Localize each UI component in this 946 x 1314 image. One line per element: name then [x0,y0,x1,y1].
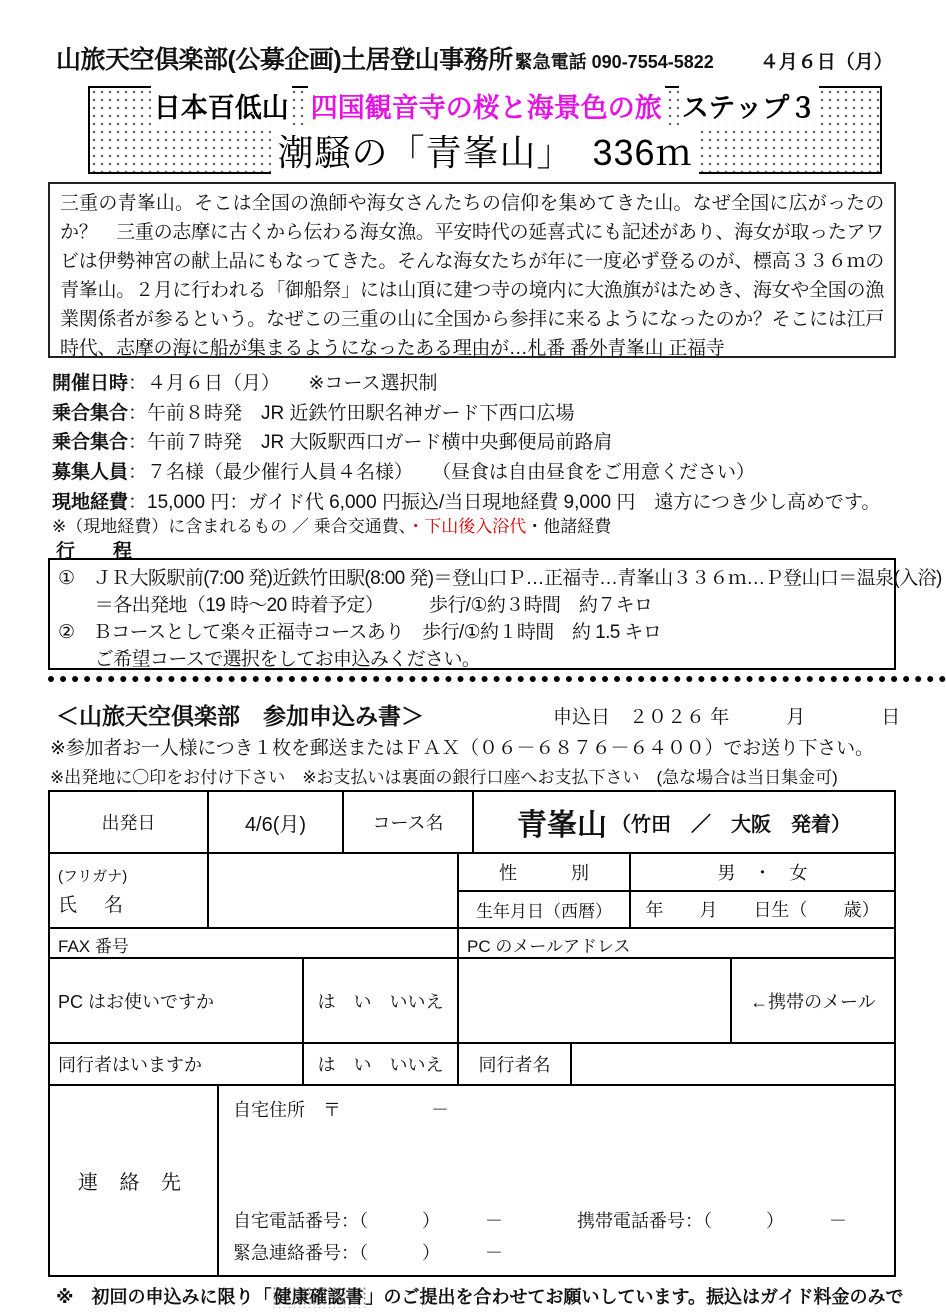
birth-label: 生年月日（西暦） [476,901,612,921]
cost-included-note [52,512,611,537]
itinerary-line: ② Ｂコースとして楽々正福寺コースあり 歩行/①約１時間 約 1.5 キロ [58,622,662,643]
itinerary-box [48,558,942,670]
detail-label: 乗合集合 [52,432,129,453]
detail-label: 乗合集合 [52,403,129,424]
detail-value: ：15,000 円：ガイド代 6,000 円振込/当日現地経費 9,000 円 遠方につき少し高めです。 [128,492,881,513]
series-badge: 日本百低山 [151,86,292,125]
pc-mail-input-cell[interactable]: PC のメールアドレス [457,929,894,957]
pc-mail-write-cell[interactable] [457,959,730,1042]
application-date-field[interactable]: 申込日 ２０２６ 年 月 日 [553,707,901,728]
gender-label: 性 別 [499,862,589,883]
pc-use-label: PC はお使いですか [58,991,215,1012]
row-name [50,852,894,927]
row-departure [50,792,894,852]
itinerary-line: ご希望コースで選択をしてお申込みください。 [58,649,481,670]
row-contact [50,1084,894,1275]
departure-label: 出発日 [101,813,156,833]
note-prefix: ※（現地経費）に含まれるもの ／ 乗合交通費、 [52,517,408,536]
detail-label: 募集人員 [52,462,129,483]
footer-note [56,1283,904,1309]
title-box [88,86,882,174]
course-name: 青峯山 [517,809,607,842]
dotted-separator [48,676,946,682]
note-suffix: ・他諸経費 [526,517,612,536]
detail-row-cost [52,487,880,514]
gender-birth-grid [457,854,894,927]
itinerary-line: ① ＪＲ大阪駅前(7:00 発)近鉄竹田駅(8:00 発)＝登山口Ｐ…正福寺…青峯山３３６ｍ…Ｐ登山口＝温泉(入浴) [58,568,942,589]
footer-prefix: ※ 初回の申込みに限り「 [56,1287,272,1307]
companion-name-input[interactable] [570,1044,894,1084]
detail-row-schedule [52,368,438,395]
companion-label: 同行者はいますか [58,1055,202,1075]
detail-value: ：午前７時発 JR 大阪駅西口ガード横中央郵便局前路肩 [128,432,613,453]
application-heading: ＜山旅天空倶楽部 参加申込み書＞ [56,703,424,729]
detail-row-meet1 [52,398,575,425]
course-depart-points: （竹田 ／ 大阪 発着） [611,813,851,836]
tour-series-title: 四国観音寺の桜と海景色の旅 [308,86,665,125]
course-label: コース名 [342,792,472,852]
row-companion [50,1042,894,1084]
detail-label: 開催日時 [52,373,129,394]
furigana-label: (フリガナ) [58,867,128,885]
name-input-cell[interactable] [207,854,457,927]
itinerary-line: ＝各出発地（19 時～20 時着予定） 歩行/①約３時間 約７キロ [58,595,653,616]
home-address-field[interactable]: 自宅住所 〒 － [233,1100,449,1120]
birth-row [459,890,894,928]
gender-choice[interactable]: 男 ・ 女 [629,854,894,890]
itinerary-heading: 行 程 [56,541,133,562]
application-note-payment: ※出発地に〇印をお付け下さい ※お支払いは裏面の銀行口座へお支払下さい (急な場合は当日集金可) [50,768,838,787]
organizer-title: 山旅天空倶楽部(公募企画)土居登山事務所 [56,46,513,74]
detail-value: ：午前８時発 JR 近鉄竹田駅名神ガード下西口広場 [128,403,575,424]
detail-value: ：７名様（最少催行人員４名様） （昼食は自由昼食をご用意ください） [128,462,756,483]
pc-use-choice[interactable]: は い いいえ [302,959,457,1042]
phone-fields [233,1207,894,1233]
health-check-doc-highlight: 健康確認書 [273,1287,364,1307]
main-title: 潮騒の「青峯山」 336ｍ [271,125,698,176]
detail-value: ：４月６日（月） ※コース選択制 [128,373,438,394]
course-name-cell [472,792,894,852]
description-box: 三重の青峯山。そこは全国の漁師や海女さんたちの信仰を集めてきた山。なぜ全国に広がったのか？ 三重の志摩に古くから伝わる海女漁。平安時代の延喜式にも記述があり、海女が取ったアワビは伊勢神宮の献上品にもなってきた。そんな海女たちが年に一度必ず登るのが、標高３３６ｍの青峯山。２月に行われる「御船祭」には山頂に建つ寺の境内に大漁旗がはためき、海女や全国の漁業関係者が参るという。なぜこの三重の山に全国から参拝に来るようになったのか？そこには江戸時代、志摩の海に船が集まるようになったある理由が…札番 番外青峯山 正福寺 [48,182,896,358]
detail-label: 現地経費 [52,492,129,513]
title-line-1 [151,86,819,125]
note-highlight-bath-fee: ・下山後入浴代 [407,517,527,536]
companion-name-label: 同行者名 [457,1044,570,1084]
emergency-contact-field[interactable]: 緊急連絡番号：（ ） － [233,1243,503,1263]
mobile-mail-label: ←携帯のメール [730,959,894,1042]
name-label: 氏 名 [58,894,128,916]
birth-input[interactable]: 年 月 日生（ 歳） [629,892,894,928]
home-phone-field[interactable]: 自宅電話番号：（ ） － [233,1211,503,1231]
header [56,40,916,76]
row-pc-use [50,957,894,1042]
companion-choice[interactable]: は い いいえ [302,1044,457,1084]
application-form-table [48,790,896,1277]
application-note-fax: ※参加者お一人様につき１枚を郵送またはＦＡＸ（０６－６８７６－６４００）でお送り下さい。 [50,738,874,759]
event-date: ４月６日（月） [759,52,893,73]
detail-row-capacity [52,457,755,484]
departure-value: 4/6(月) [207,792,342,852]
mobile-phone-field[interactable]: 携帯電話番号：（ ） － [577,1211,847,1231]
gender-row [459,854,894,890]
name-label-cell [50,854,207,927]
fax-input-cell[interactable]: FAX 番号 [58,937,129,956]
row-fax-mail [50,927,894,957]
emergency-phone: 緊急電話 090-7554-5822 [514,52,714,72]
footer-suffix: 」のご提出を合わせてお願いしています。振込はガイド料金のみで [365,1287,904,1307]
contact-input-cell[interactable] [217,1086,894,1275]
detail-row-meet2 [52,427,613,454]
address-write-space[interactable] [219,1122,894,1207]
step-label: ステップ３ [679,86,819,125]
contact-label: 連 絡 先 [77,1172,190,1194]
